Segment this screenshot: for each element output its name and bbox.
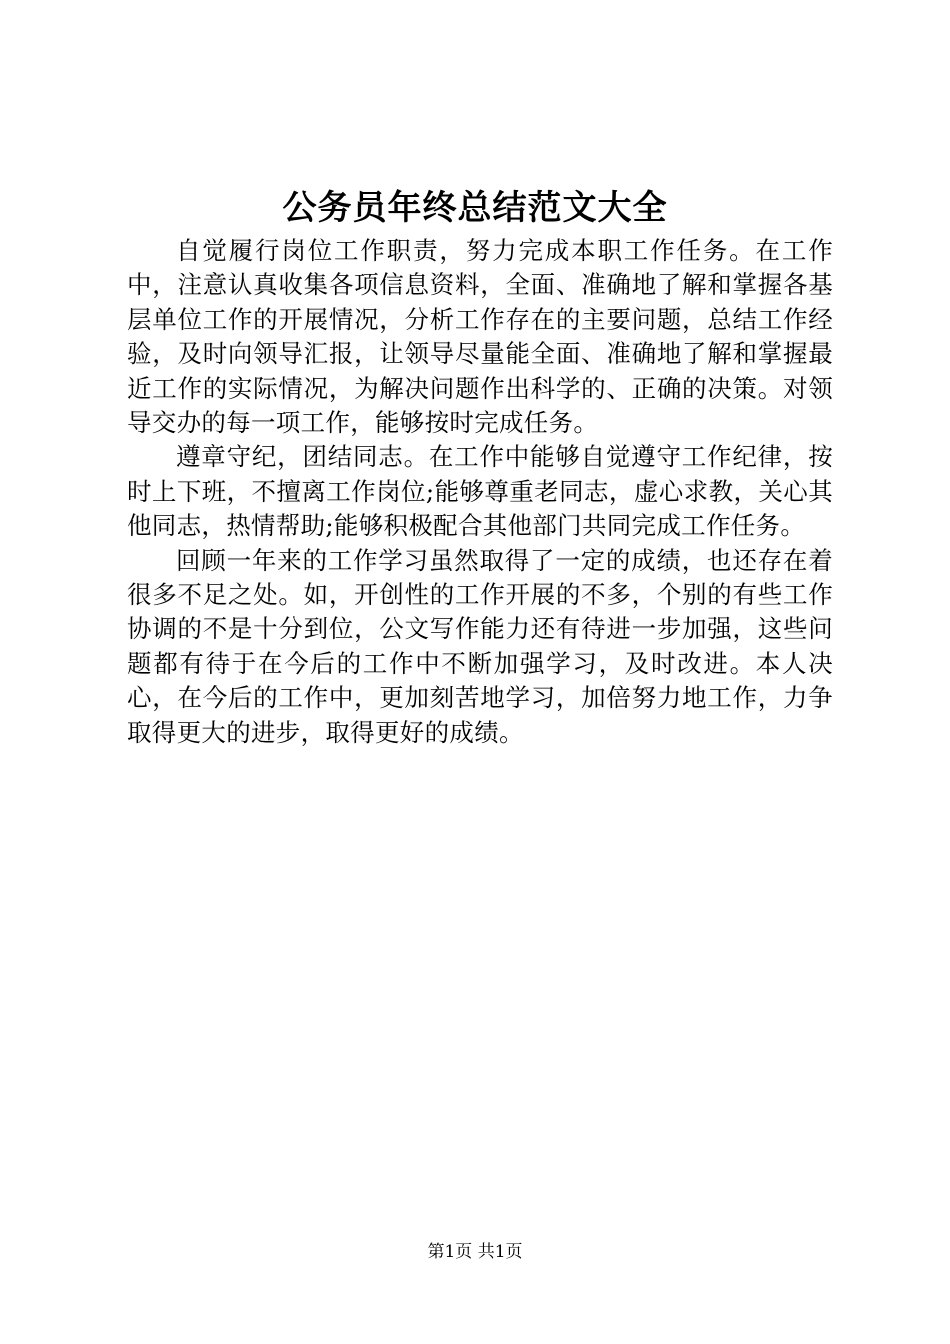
paragraph-discipline: 遵章守纪，团结同志。在工作中能够自觉遵守工作纪律，按时上下班，不擅离工作岗位;能够尊重老同志，虚心求教，关心其他同志，热情帮助;能够积极配合其他部门共同完成工作任务。 (127, 442, 833, 541)
page-footer: 第1页 共1页 (427, 1242, 523, 1262)
document-title: 公务员年终总结范文大全 (282, 188, 668, 228)
paragraph-duty: 自觉履行岗位工作职责，努力完成本职工作任务。在工作中，注意认真收集各项信息资料，全面、准确地了解和掌握各基层单位工作的开展情况，分析工作存在的主要问题，总结工作经验，及时向领导汇报，让领导尽量能全面、准确地了解和掌握最近工作的实际情况，为解决问题作出科学的、正确的决策。对领导交办的每一项工作，能够按时完成任务。 (127, 236, 833, 438)
paragraph-review: 回顾一年来的工作学习虽然取得了一定的成绩，也还存在着很多不足之处。如，开创性的工作开展的不多，个别的有些工作协调的不是十分到位，公文写作能力还有待进一步加强，这些问题都有待于在今后的工作中不断加强学习，及时改进。本人决心，在今后的工作中，更加刻苦地学习，加倍努力地工作，力争取得更大的进步，取得更好的成绩。 (127, 545, 833, 747)
document-body (127, 234, 833, 750)
